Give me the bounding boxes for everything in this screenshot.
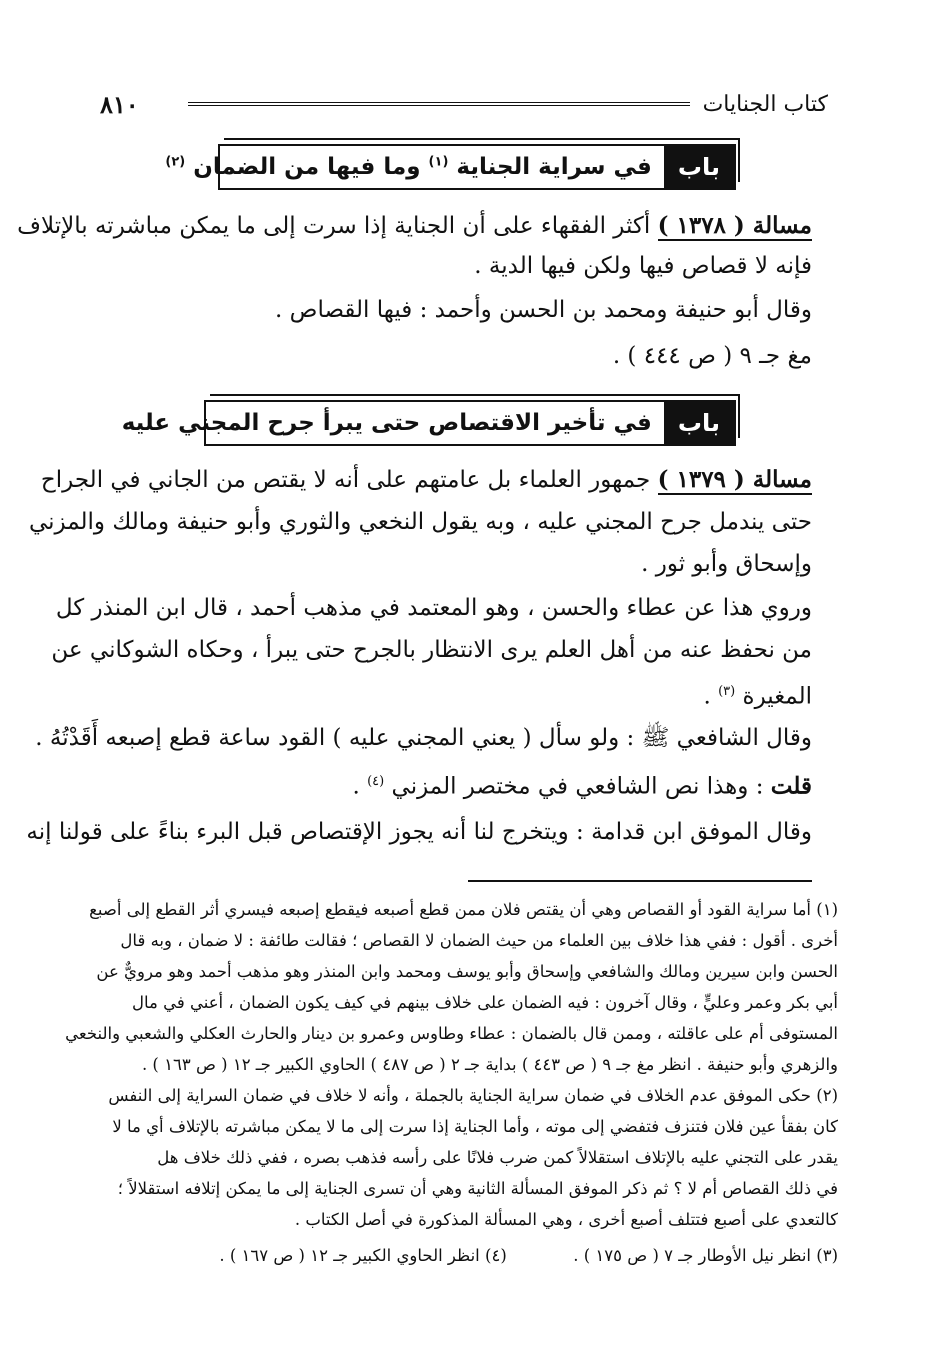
reference-line: مغ جـ ٩ ( ص ٤٤٤ ) . (612, 343, 812, 369)
footnote-ref: (١) (428, 154, 449, 170)
page-number: ٨١٠ (100, 90, 139, 119)
footnote-line: يقدر على التجني عليه بالإتلاف استقلالاً كمن ضرب فلانًا على رأسه فذهب بصره ، ففي ذلك خلاف هل (157, 1148, 838, 1167)
masala-label: مسالة ( ١٣٧٩ ) (657, 466, 812, 493)
text-line: وإسحاق وأبو ثور . (641, 551, 812, 577)
footnote-line: كالتعدي على أصبع فتتلف أصبع أخرى ، وهي المسألة المذكورة في أصل الكتاب . (294, 1210, 838, 1229)
masala-label: مسالة ( ١٣٧٨ ) (657, 212, 812, 239)
chapter-title: في تأخير الاقتصاص حتى يبرأ جرح المجني عليه (121, 410, 652, 436)
footnote-ref: (٢) (165, 154, 186, 170)
text-line: وقال الشافعي ﷺ : ولو سأل ( يعني المجني عليه ) القود ساعة قطع إصبعه أَقَدْتُهُ . (35, 725, 812, 751)
text-line: وقال أبو حنيفة ومحمد بن الحسن وأحمد : فيها القصاص . (275, 297, 812, 323)
footnote-line: أخرى . أقول : ففي هذا خلاف بين العلماء من حيث الضمان لا القصاص ؛ فقالت طائفة : لا ضمان ، وبه قال (120, 931, 838, 950)
footnote-separator (468, 880, 812, 882)
footnote-line: (١) أما سراية القود أو القصاص وهي أن يقتص فلان ممن قطع أصبعه فيقطع إصبعه فيسري أثر القطع إلى أصبع (89, 900, 838, 919)
chapter-label: باب (664, 402, 734, 444)
chapter-title: في سراية الجناية $^{(١)}$ وما فيها من الضمان $^{(٢)}$ (165, 154, 652, 180)
book-title: كتاب الجنايات (702, 92, 828, 117)
footnote-ref: (٤) (367, 774, 385, 789)
footnote-ref: (٣) (718, 684, 736, 699)
footnote-line: (٢) حكى الموفق عدم الخلاف في ضمان سراية الجناية بالجملة ، وأنه لا خلاف في ضمان السراية إلى النفس (108, 1086, 838, 1105)
footnote-line: المستوفى أم على عاقلته ، وممن قال بالضمان : عطاء وطاوس وعمرو بن دينار والحارث العكلي والشعبي والنخعي (65, 1024, 838, 1043)
footnote-line: كان بفقأ عين فلان فتنزف فتفضي إلى موته ، وأما الجناية إذا سرت إلى ما لا يمكن مباشرته بالإتلاف أي ما لا (112, 1117, 838, 1136)
footnote-line: في ذلك القصاص أم لا ؟ ثم ذكر الموفق المسألة الثانية وهي أن تسرى الجناية إلى ما يمكن إتلافه استقلالاً ؛ (117, 1179, 838, 1198)
text-line: فإنه لا قصاص فيها ولكن فيها الدية . (474, 253, 812, 279)
chapter-heading-2 (121, 400, 736, 446)
text-line: من نحفظ عنه من أهل العلم يرى الانتظار بالجرح حتى يبرأ ، وحكاه الشوكاني عن (51, 637, 812, 663)
text-line: حتى يندمل جرح المجني عليه ، وبه يقول النخعي والثوري وأبو حنيفة ومالك والمزني (28, 509, 812, 535)
text-line: مسالة ( ١٣٧٨ ) أكثر الفقهاء على أن الجناية إذا سرت إلى ما يمكن مباشرته بالإتلاف (17, 212, 812, 239)
chapter-heading-1 (165, 144, 736, 190)
chapter-label: باب (664, 146, 734, 188)
text-line: المغيرة $^{(٣)}$ . (703, 683, 812, 710)
footnote-line: أبي بكر وعمر وعليٍّ ، وقال آخرون : فيه الضمان على خلاف بينهم في كيف يكون الضمان ، أعني في مال (132, 993, 838, 1012)
text-line: قلت : وهذا نص الشافعي في مختصر المزني $^{(٤)}$ . (352, 772, 812, 800)
footnote-line: والزهري وأبو حنيفة . انظر مغ جـ ٩ ( ص ٤٤٣ ) بداية جـ ٢ ( ص ٤٨٧ ) الحاوي الكبير جـ ١٢ ( ص ١٦٣ ) . (141, 1055, 838, 1074)
page-header (100, 84, 828, 124)
text-line: وقال الموفق ابن قدامة : ويتخرج لنا أنه يجوز الإقتصاص قبل البرء بناءً على قولنا إنه (26, 819, 812, 845)
header-rule (188, 102, 690, 109)
qult-label: قلت (770, 772, 812, 800)
text-line: وروي هذا عن عطاء والحسن ، وهو المعتمد في مذهب أحمد ، قال ابن المنذر كل (55, 595, 812, 621)
text-line: مسالة ( ١٣٧٩ ) جمهور العلماء بل عامتهم على أنه لا يقتص من الجاني في الجراح (40, 466, 812, 493)
footnote-line: (٣) انظر نيل الأوطار جـ ٧ ( ص ١٧٥ ) . (٤) انظر الحاوي الكبير جـ ١٢ ( ص ١٦٧ ) . (219, 1246, 838, 1265)
footnote-line: الحسن وابن سيرين ومالك والشافعي وإسحاق وأبو يوسف ومحمد وابن المنذر وهو مذهب أحمد وهو مرويٌّ عن (96, 962, 838, 981)
